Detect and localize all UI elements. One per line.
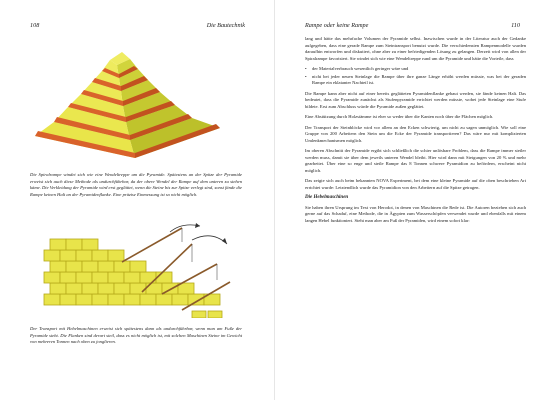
paragraph: Das zeigte sich auch beim bekannten NOVA Experiment, bei dem eine kleine Pyramide auf die oben beschrieben Art errichtet wurde: Letztendlich wurde das Pyramidion von den Arbeitern auf die Spitze getragen.	[305, 178, 526, 190]
paragraph: lang und hätte das mehrfache Volumen der Pyramide selbst. Inzwischen wurde in der Literatur auch der Gedanke aufgegeben, dass eine gerade Rampe zum Steintransport benutzt wurde. Die verschiedensten Rampenmodelle wurden daraufhin entworfen und diskutiert, ohne aber zu einer befriedigenden Lösung zu gelangen. Derzeit wird von allen der Spiralrampe favorisiert. Sie windet sich wie eine Wendeltreppe rund um die Pyramide und hätte die Vorteile, dass	[305, 36, 526, 61]
right-page-header	[305, 22, 520, 29]
paragraph: Im oberen Abschnitt der Pyramide ergibt sich schließlich die schier unlösbare Problem, dass die Rampe immer steiler werden muss, damit sie über dem jeweils unteren Wendel bleibt. Hier wird dann mit Steigungen von 20 % und mehr gearbeitet. Über eine so enge und steile Rampe das 8 Tonnen schwere Pyramidion zu befördern, erscheint nicht möglich.	[305, 148, 526, 173]
running-title-left: Die Bautechnik	[206, 22, 245, 29]
spiral-ramp-pyramid-figure	[30, 40, 230, 170]
paragraph: Die Rampe kann aber nicht auf einer bereits geglätteten Pyramidenflanke gebaut werden, sie fände keinen Halt. Das bedeutet, dass die Pyramide zunächst als Stufenpyramide errichtet werden müsste, wobei jede Steinlage eine Stufe bildete. Erst zum Abschluss würde die Pyramide außen geglättet.	[305, 90, 526, 109]
paragraph: Sie haben ihren Ursprung im Text von Herodot, in denen von Maschinen die Rede ist. Die Autoren beziehen sich auch gerne auf das Schaduf, eine Methode, die in Ägypten zum Wasserschöpfen verwendet wurde und ebenfalls mit einem langen Hebel funktioniert. Steht man aber am Fuß der Pyramiden, wird einem sofort klar:	[305, 204, 526, 223]
right-page	[275, 0, 550, 400]
right-page-body	[305, 36, 526, 228]
caption-lever-machines: Der Transport mit Hebelmaschinen erweist sich spätestens dann als undurchführbar, wenn man am Fuße der Pyramide steht. Die Flanken sind derart steil, dass es nicht möglich ist, mit solchen Maschinen Steine im Gewicht von mehreren Tonnen nach oben zu jonglieren.	[30, 326, 242, 344]
section-heading: Die Hebelmaschinen	[305, 195, 349, 200]
lever-machine-figure	[42, 222, 232, 318]
list-item: • nicht bei jeder neuen Steinlage die Rampe über ihre ganze Länge erhöht werden müsste, was bei der geraden Rampe ein eklatanter Nachteil ist.	[305, 74, 526, 87]
page-number-left: 108	[30, 22, 40, 29]
list-item: • der Materialverbrauch wesentlich geringer wäre und	[305, 66, 526, 73]
left-page-header	[30, 22, 245, 29]
page-number-right: 110	[511, 22, 520, 29]
advantages-list	[305, 66, 526, 87]
caption-spiral-ramp: Die Spiralrampe windet sich wie eine Wendeltreppe um die Pyramide. Spätestens an der Spitze der Pyramide erweist sich auch diese Methode als undurchführbar, da der obere Wendel der Rampe auf dem unteren zu stehen käme. Die Verkleidung der Pyramide wird erst geglättet, wenn die Steine bis zur Spitze verlegt sind, sonst fände die Rampe keinen Halt an der Pyramidenflanke. Eine präzise Einmessung ist so nicht möglich.	[30, 172, 242, 197]
running-title-right: Rampe oder keine Rampe	[305, 22, 369, 29]
paragraph: Eine Abstützung durch Holzstämme ist eher so weder über die Kanten noch über die Flächen möglich.	[305, 114, 494, 119]
paragraph: Der Transport der Steinblöcke wird vor allem an den Ecken schwierig, um nicht zu sagen unmöglich. Wie soll eine Gruppe von 200 Arbeitern den Stein um die Ecke der Pyramide transportieren? Das wäre nur mit komplizierten Umlenkmechanismen möglich.	[305, 124, 526, 143]
